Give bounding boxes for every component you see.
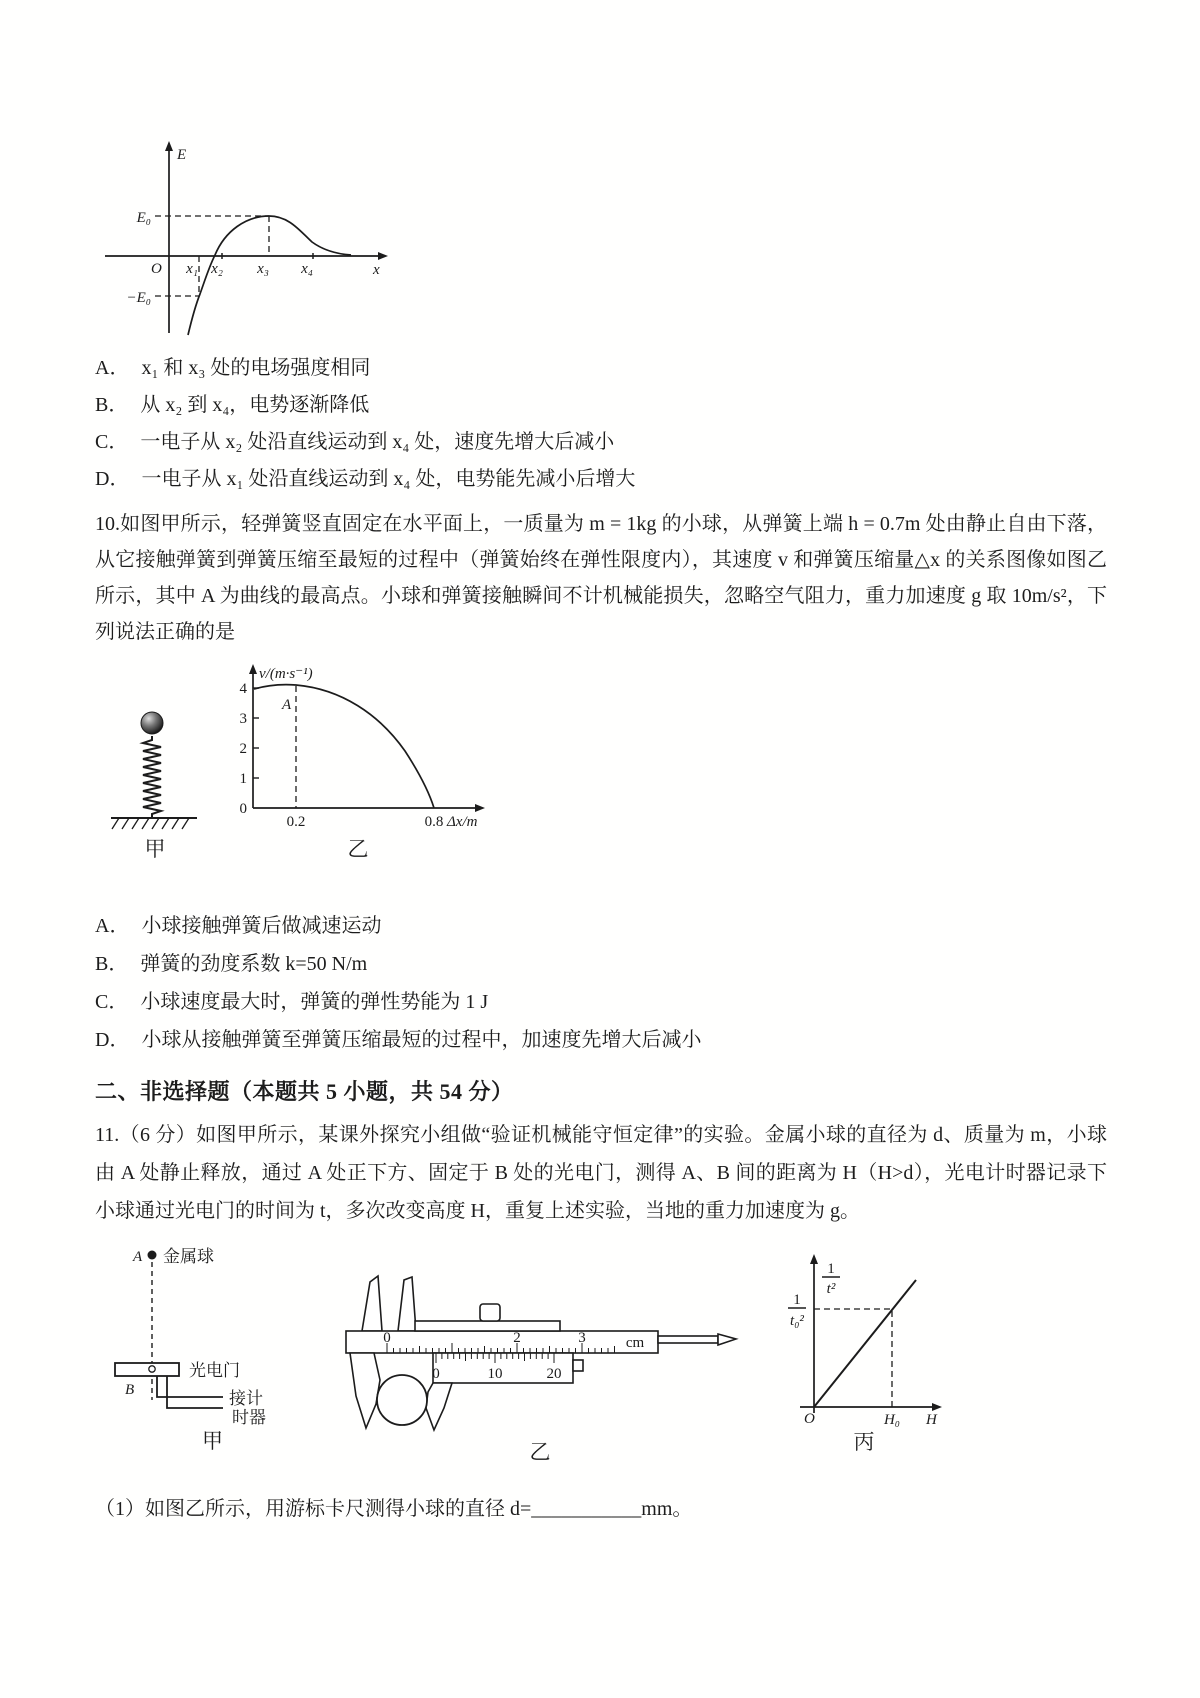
q10-option-b — [95, 945, 1107, 983]
y-axis-fraction-label — [822, 1261, 840, 1297]
page-content — [95, 0, 1107, 1524]
q10-ytick-1: 1 — [239, 771, 247, 787]
q11-figure-caliper — [340, 1268, 740, 1464]
spring-icon — [143, 736, 161, 818]
y-value-fraction-label — [788, 1292, 806, 1329]
photogate-svg — [95, 1242, 330, 1427]
q9-y-arrow — [165, 141, 173, 151]
stand-and-wires — [157, 1376, 223, 1408]
fraction-numerator: 1 — [827, 1261, 835, 1277]
caliper-rod-tip — [718, 1334, 736, 1345]
q10-figure-spring — [105, 685, 205, 861]
q9-option-c — [95, 424, 1107, 461]
q10-ytick-0: 0 — [239, 801, 247, 817]
q10-xlabel: Δx/m — [447, 814, 478, 830]
q11-part1-blank-line: （1）如图乙所示，用游标卡尺测得小球的直径 d=___________mm。 — [95, 1498, 693, 1520]
ground-hatching — [112, 818, 189, 829]
q9-x4-label: x₄ — [301, 261, 313, 277]
q11-fit-line — [814, 1280, 916, 1407]
q10-x-arrow — [475, 804, 485, 812]
option-text: 弹簧的劲度系数 k=50 N/m — [140, 953, 368, 975]
option-text: 小球速度最大时，弹簧的弹性势能为 1 J — [140, 991, 489, 1013]
option-text: 一电子从 x₁ 处沿直线运动到 x₄ 处，电势能先减小后增大 — [141, 468, 636, 490]
main-scale-unit: cm — [625, 1335, 645, 1351]
q11-x-arrow — [932, 1403, 942, 1411]
option-text: x₁ 和 x₃ 处的电场强度相同 — [141, 357, 371, 379]
measured-ball — [377, 1375, 427, 1425]
option-label: A． — [95, 915, 130, 937]
q11-figure-row — [95, 1242, 1107, 1464]
section-2-title: 二、非选择题（本题共 5 小题，共 54 分） — [95, 1079, 514, 1104]
photogate-hole — [149, 1366, 155, 1372]
inverse-t2-h-graph-svg — [764, 1248, 964, 1428]
q10-caption-yi: 乙 — [347, 837, 369, 861]
q10-y-arrow — [249, 664, 257, 674]
q9-x2-label: x₂ — [211, 261, 223, 277]
q10-figure-row — [105, 660, 1107, 861]
q10-ytick-3: 3 — [239, 711, 247, 727]
main-tick-2: 2 — [513, 1330, 521, 1346]
timer-label-2: 时器 — [232, 1408, 266, 1427]
q9-origin: O — [151, 261, 162, 277]
q10-options — [95, 907, 1107, 1059]
q9-e0-label: E₀ — [136, 210, 151, 226]
q10-option-d — [95, 1021, 1107, 1059]
photogate-bar — [115, 1363, 179, 1376]
caliper-lock-screw — [480, 1304, 500, 1321]
fraction-denominator: t₀² — [790, 1313, 804, 1329]
caliper-inner-jaw-movable — [398, 1277, 416, 1331]
q10-curve — [254, 685, 434, 808]
caliper-outer-jaw-movable — [426, 1383, 452, 1430]
point-b-label: B — [125, 1382, 135, 1398]
q10-ytick-4: 4 — [239, 681, 247, 697]
option-text: 小球从接触弹簧至弹簧压缩最短的过程中，加速度先增大后减小 — [141, 1029, 702, 1051]
ball-icon — [141, 712, 163, 734]
q9-graph-svg — [95, 136, 405, 336]
main-tick-3: 3 — [578, 1330, 586, 1346]
q10-xtick-08: 0.8 — [424, 814, 444, 830]
timer-label-1: 接计 — [229, 1389, 263, 1408]
metal-ball-icon — [148, 1251, 157, 1260]
q10-caption-jia: 甲 — [144, 837, 166, 861]
q9-ylabel: E — [177, 147, 187, 163]
option-label: C． — [95, 991, 129, 1013]
spring-ball-svg — [105, 685, 205, 835]
q11-figure-graph — [764, 1248, 964, 1454]
q10-option-c — [95, 983, 1107, 1021]
q10-option-a — [95, 907, 1107, 945]
q9-xlabel: x — [373, 262, 380, 278]
q9-options — [95, 350, 1107, 498]
q11-origin: O — [804, 1411, 815, 1427]
q9-x1-label: x₁ — [186, 261, 198, 277]
q10-ytick-2: 2 — [239, 741, 247, 757]
q11-stem: 11.（6 分）如图甲所示，某课外探究小组做“验证机械能守恒定律”的实验。金属小球的直径为 d、质量为 m，小球由 A 处静止释放，通过 A 处正下方、固定于 B 处的光电门，测得 A、B 间的距离为 H（H>d），光电计时器记录下小球通过光电门的时间为 t，多次改变高度 H，重复上述实验，当地的重力加速度为 g。 — [95, 1124, 1107, 1222]
metal-ball-label: 金属球 — [163, 1247, 214, 1266]
q10-ylabel: v/(m·s⁻¹) — [259, 666, 313, 682]
caliper-inner-jaw-fixed — [362, 1276, 382, 1331]
v-deltax-graph-svg — [223, 660, 493, 835]
caliper-depth-rod — [658, 1336, 718, 1343]
caliper-beam — [346, 1331, 658, 1353]
main-tick-0: 0 — [383, 1330, 391, 1346]
q11-h0-tick: H₀ — [883, 1412, 901, 1428]
q11-caption-jia: 甲 — [202, 1429, 223, 1453]
option-label: D． — [95, 1029, 130, 1051]
q11-caption-bing: 丙 — [853, 1430, 875, 1454]
fraction-denominator: t² — [826, 1281, 836, 1297]
q10-point-a: A — [282, 697, 292, 713]
fraction-numerator: 1 — [793, 1292, 801, 1308]
q9-x-arrow — [378, 252, 388, 260]
q9-x3-label: x₃ — [257, 261, 269, 277]
photogate-label: 光电门 — [189, 1361, 240, 1380]
vernier-tick-0: 0 — [432, 1366, 440, 1382]
option-text: 一电子从 x₂ 处沿直线运动到 x₄ 处，速度先增大后减小 — [140, 431, 615, 453]
option-label: C． — [95, 431, 129, 453]
q9-nege0-label: −E₀ — [126, 290, 151, 306]
option-label: B． — [95, 953, 129, 975]
q11-figure-gate — [95, 1242, 330, 1453]
option-text: 从 x₂ 到 x₄，电势逐渐降低 — [140, 394, 370, 416]
q9-energy-position-figure — [95, 136, 1107, 336]
vernier-tick-20: 20 — [546, 1366, 562, 1382]
option-label: A． — [95, 357, 130, 379]
option-text: 小球接触弹簧后做减速运动 — [141, 915, 382, 937]
caliper-outer-jaw-fixed — [350, 1353, 380, 1428]
q10-stem: 10.如图甲所示，轻弹簧竖直固定在水平面上，一质量为 m = 1kg 的小球，从弹簧上端 h = 0.7m 处由静止自由下落，从它接触弹簧到弹簧压缩至最短的过程中（弹簧始终在弹性限度内），其速度 v 和弹簧压缩量△x 的关系图像如图乙所示，其中 A 为曲线的最高点。小球和弹簧接触瞬间不计机械能损失，忽略空气阻力，重力加速度 g 取 10m/s²，下列说法正确的是 — [95, 513, 1107, 643]
q10-figure-graph — [223, 660, 493, 861]
caliper-thumb-tab — [573, 1360, 583, 1371]
caliper-slider-top — [415, 1321, 560, 1331]
q11-y-arrow — [810, 1254, 818, 1264]
q10-xtick-02: 0.2 — [286, 814, 306, 830]
option-label: B． — [95, 394, 129, 416]
q9-option-b — [95, 387, 1107, 424]
option-label: D． — [95, 468, 130, 490]
vernier-caliper-svg — [340, 1268, 740, 1438]
q9-option-a — [95, 350, 1107, 387]
q11-caption-yi: 乙 — [529, 1440, 551, 1464]
q11-xlabel: H — [926, 1412, 937, 1428]
q9-option-d — [95, 461, 1107, 498]
vernier-tick-10: 10 — [487, 1366, 503, 1382]
point-a-label: A — [133, 1249, 143, 1265]
